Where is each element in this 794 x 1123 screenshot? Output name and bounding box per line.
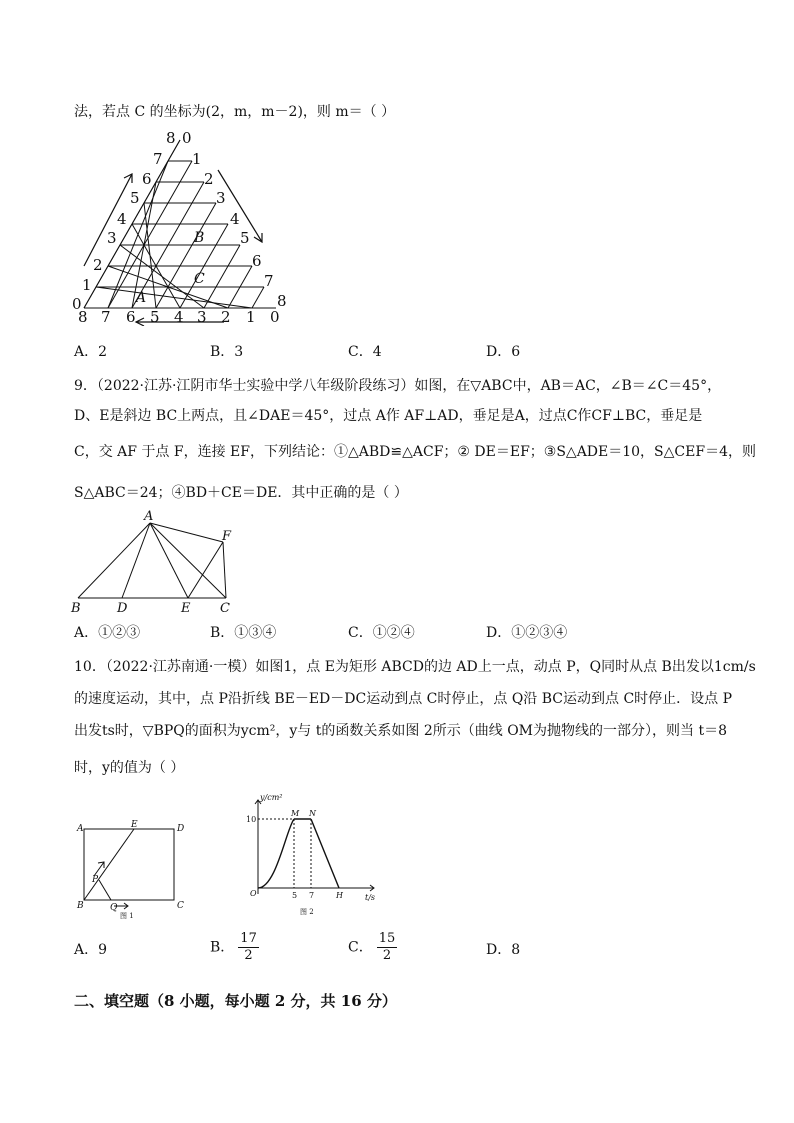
fig1-label-c: C xyxy=(177,901,184,911)
fig2-caption: 图 2 xyxy=(300,908,314,916)
q10-stem-line1: 10．（2022·江苏南通·一模）如图1，点 E为矩形 ABCD的边 AD上一点，动点 P，Q同时从点 B出发以1cm/s xyxy=(74,659,756,675)
bottom-label-0: 0 xyxy=(270,308,280,326)
y-axis-label: y/cm² xyxy=(260,793,283,802)
right-label-7: 7 xyxy=(264,272,274,290)
right-label-3: 3 xyxy=(216,189,226,207)
bottom-label-2: 2 xyxy=(221,308,231,326)
left-label-4: 4 xyxy=(117,210,127,228)
segment-pq xyxy=(99,880,111,900)
q10-stem-line4: 时，y的值为（ ） xyxy=(74,760,185,776)
q9-label-f: F xyxy=(222,529,232,544)
q10-figure2 xyxy=(236,790,386,922)
left-label-5: 5 xyxy=(130,189,140,207)
segment-ad xyxy=(122,523,150,598)
bottom-label-5: 5 xyxy=(150,308,160,326)
q10-option-b-fraction xyxy=(238,931,259,964)
q9-label-c: C xyxy=(220,601,230,616)
q10-figure1 xyxy=(74,820,186,920)
fig1-label-a: A xyxy=(77,824,84,834)
q10-option-c[interactable] xyxy=(348,931,397,964)
bottom-label-8: 8 xyxy=(78,308,88,326)
q9-stem-line2: D、E是斜边 BC上两点，且∠DAE＝45°，过点 A作 AF⊥AD，垂足是A，过点C作CF⊥BC，垂足是 xyxy=(74,408,703,424)
right-label-6: 6 xyxy=(252,252,262,270)
segment-af xyxy=(150,523,223,542)
bottom-label-3: 3 xyxy=(197,308,207,326)
q8-triangle-figure xyxy=(64,126,304,326)
bottom-label-7: 7 xyxy=(101,308,111,326)
grid-line-left-parallel xyxy=(204,245,240,308)
grid-line-left-parallel xyxy=(252,287,264,308)
segment-ae xyxy=(150,523,188,598)
point-a-label: A xyxy=(136,290,147,306)
top-label-8: 8 xyxy=(166,129,176,147)
fig1-label-p: P xyxy=(92,875,99,885)
q9-label-d: D xyxy=(117,601,128,616)
left-label-0: 0 xyxy=(72,295,82,313)
q8-option-b[interactable]: B．3 xyxy=(210,344,244,360)
q8-option-d[interactable]: D．6 xyxy=(486,344,521,360)
q10-option-c-denominator: 2 xyxy=(382,948,392,963)
segment-be xyxy=(84,829,134,900)
segment-ac xyxy=(150,523,226,598)
grid-line-left-parallel xyxy=(156,203,216,308)
q8-option-c[interactable]: C．4 xyxy=(348,344,382,360)
q9-option-b[interactable]: B．①③④ xyxy=(210,625,277,641)
label-h: H xyxy=(336,891,343,900)
right-label-4: 4 xyxy=(230,210,240,228)
left-label-3: 3 xyxy=(107,229,117,247)
fig1-label-e: E xyxy=(131,820,138,830)
q10-option-b-numerator: 17 xyxy=(240,931,257,946)
fig1-label-b: B xyxy=(77,901,84,911)
x-axis-label: t/s xyxy=(365,893,376,902)
label-n: N xyxy=(309,809,316,818)
q8-stem: 法，若点 C 的坐标为(2，m，m－2)，则 m＝（ ） xyxy=(74,104,396,120)
segment-nh xyxy=(311,819,339,888)
bottom-label-4: 4 xyxy=(174,308,184,326)
grid-line-right-parallel xyxy=(120,245,204,308)
q9-option-c[interactable]: C．①②④ xyxy=(348,625,415,641)
q10-option-b-denominator: 2 xyxy=(244,948,253,963)
q10-option-a[interactable]: A．9 xyxy=(74,942,108,958)
fig1-label-d: D xyxy=(177,824,185,834)
right-label-5: 5 xyxy=(240,229,250,247)
q10-option-d[interactable]: D．8 xyxy=(486,942,521,958)
q9-label-b: B xyxy=(71,601,81,616)
q9-label-a: A xyxy=(144,509,154,524)
right-label-8: 8 xyxy=(277,292,287,310)
q10-stem-line3: 出发ts时，▽BPQ的面积为ycm²，y与 t的函数关系如图 2所示（曲线 OM为抛物线的一部分），则当 t＝8 xyxy=(74,723,727,739)
q10-option-c-fraction xyxy=(377,931,398,964)
bottom-label-6: 6 xyxy=(126,308,136,326)
q10-option-c-prefix: C． xyxy=(348,939,373,956)
q9-option-a[interactable]: A．①②③ xyxy=(74,625,141,641)
left-label-6: 6 xyxy=(142,170,152,188)
segment-ab xyxy=(78,523,150,598)
q10-option-b-prefix: B． xyxy=(210,939,235,956)
left-label-2: 2 xyxy=(93,256,103,274)
curve-om xyxy=(258,819,294,888)
bottom-label-1: 1 xyxy=(246,308,256,326)
point-c-label: C xyxy=(194,271,205,287)
q9-stem-line4: S△ABC＝24；④BD＋CE＝DE．其中正确的是（ ） xyxy=(74,485,408,501)
x-tick-7: 7 xyxy=(309,891,315,900)
q9-stem-line3: C，交 AF 于点 F，连接 EF，下列结论：①△ABD≌△ACF；② DE＝EF；③S△ADE＝10，S△CEF＝4，则 xyxy=(74,444,756,460)
segment-cf xyxy=(223,542,226,598)
point-b-label: B xyxy=(194,230,205,246)
q9-label-e: E xyxy=(181,601,191,616)
fig1-caption: 图 1 xyxy=(120,912,134,920)
grid-line-right-parallel xyxy=(96,287,252,308)
q8-option-a[interactable]: A．2 xyxy=(74,344,108,360)
q9-triangle-figure xyxy=(66,508,246,618)
left-label-1: 1 xyxy=(82,276,92,294)
rectangle-abcd xyxy=(84,829,174,900)
q10-option-c-numerator: 15 xyxy=(378,931,396,946)
section-2-title: 二、填空题（8 小题，每小题 2 分，共 16 分） xyxy=(74,992,397,1010)
x-tick-5: 5 xyxy=(292,891,298,900)
q9-option-d[interactable]: D．①②③④ xyxy=(486,625,568,641)
fig1-label-q: Q xyxy=(110,903,118,913)
left-label-7: 7 xyxy=(153,150,163,168)
right-label-1: 1 xyxy=(192,150,202,168)
q9-stem-line1: 9．（2022·江苏·江阴市华士实验中学八年级阶段练习）如图，在▽ABC中，AB＝AC，∠B＝∠C＝45°， xyxy=(74,378,722,394)
label-m: M xyxy=(291,809,300,818)
label-o: O xyxy=(250,889,257,898)
top-label-0: 0 xyxy=(182,129,192,147)
right-label-2: 2 xyxy=(204,170,214,188)
y-tick-10: 10 xyxy=(246,815,257,824)
q10-option-b[interactable] xyxy=(210,931,259,964)
q10-stem-line2: 的速度运动，其中，点 P沿折线 BE－ED－DC运动到点 C时停止，点 Q沿 BC运动到点 C时停止．设点 P xyxy=(74,691,733,707)
